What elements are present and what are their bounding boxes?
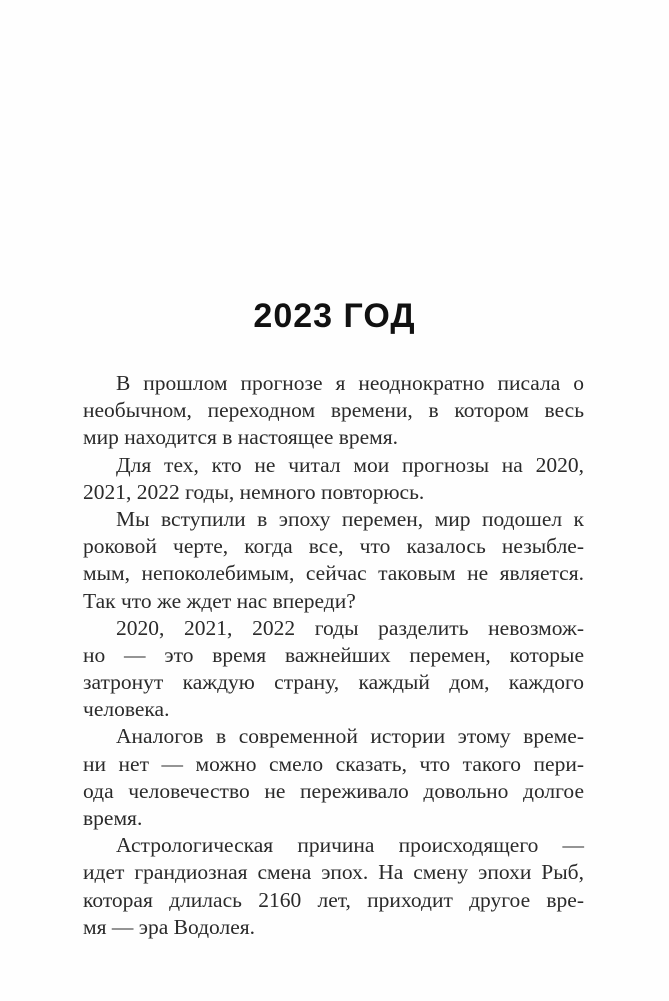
text-line: человека.	[83, 697, 170, 722]
text-line: Аналогов в современной истории этому време-	[116, 724, 584, 749]
text-line: Мы вступили в эпоху перемен, мир подошел к	[116, 506, 584, 531]
text-line: 2021, 2022 годы, немного повторюсь.	[83, 479, 425, 504]
text-line: время.	[83, 806, 143, 830]
text-line: роковой черте, когда все, что казалось незыбле-	[83, 534, 584, 559]
text-line: Для тех, кто не читал мои прогнозы на 2020,	[116, 452, 584, 477]
text-line: Астрологическая причина происходящего —	[116, 833, 584, 858]
text-line: которая длилась 2160 лет, приходит другое вре-	[83, 887, 584, 912]
paragraph-3	[83, 506, 584, 615]
paragraph-1	[83, 370, 584, 452]
text-line: ода человечество не переживало довольно долгое	[83, 778, 584, 803]
paragraph-4	[83, 615, 584, 724]
text-line: идет грандиозная смена эпох. На смену эпохи Рыб,	[83, 860, 584, 885]
text-line: В прошлом прогнозе я неоднократно писала о	[116, 371, 584, 395]
text-line: мым, непоколебимым, сейчас таковым не является.	[83, 561, 584, 586]
paragraph-6	[83, 832, 584, 941]
text-line: ни нет — можно смело сказать, что такого пери-	[83, 751, 584, 776]
body-text	[83, 370, 584, 941]
text-line: но — это время важнейших перемен, которые	[83, 642, 584, 667]
text-line: затронут каждую страну, каждый дом, каждого	[83, 670, 584, 695]
text-line: Так что же ждет нас впереди?	[83, 588, 356, 613]
paragraph-2	[83, 452, 584, 506]
text-line: необычном, переходном времени, в котором весь	[83, 398, 584, 423]
chapter-title: 2023 ГОД	[253, 297, 416, 335]
paragraph-5	[83, 723, 584, 832]
text-line: мир находится в настоящее время.	[83, 425, 399, 450]
text-line: мя — эра Водолея.	[83, 914, 256, 939]
text-line: 2020, 2021, 2022 годы разделить невозмож-	[116, 615, 584, 640]
